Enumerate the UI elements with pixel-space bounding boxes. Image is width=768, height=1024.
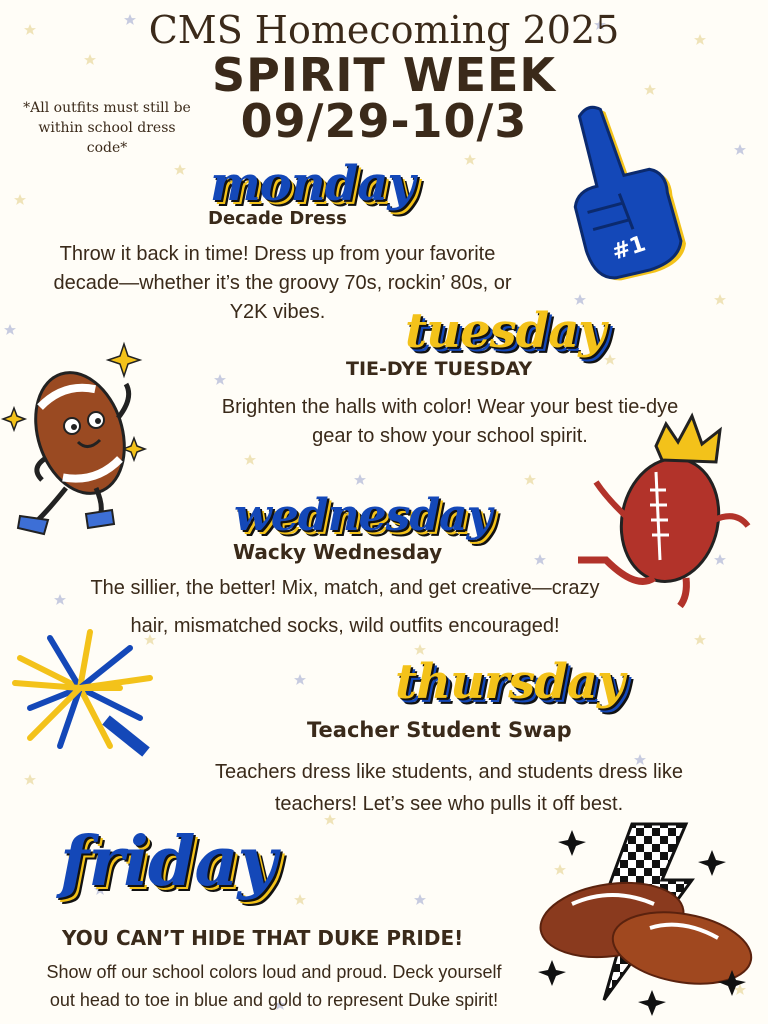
monday-description-line-2: decade—whether it’s the groovy 70s, rockin’ 80s, or xyxy=(53,272,512,294)
tuesday-heading: tuesday xyxy=(405,303,606,359)
monday-theme: Decade Dress xyxy=(208,208,347,229)
tuesday-description-line-2: gear to show your school spirit. xyxy=(312,425,588,447)
monday-description-line-3: Y2K vibes. xyxy=(229,301,326,323)
tuesday-theme: TIE-DYE TUESDAY xyxy=(346,358,533,380)
tuesday-description-line-1: Brighten the halls with color! Wear your best tie-dye xyxy=(221,396,679,418)
monday-description-line-1: Throw it back in time! Dress up from your favorite xyxy=(59,243,496,265)
wednesday-description-line-2: hair, mismatched socks, wild outfits encouraged! xyxy=(130,615,560,637)
page-title: CMS Homecoming 2025 xyxy=(148,8,620,52)
glitter-footballs-lightning-icon xyxy=(532,820,762,1020)
thursday-theme: Teacher Student Swap xyxy=(307,718,572,742)
friday-description-line-2: out head to toe in blue and gold to represent Duke spirit! xyxy=(49,990,499,1010)
monday-heading: monday xyxy=(210,156,415,212)
friday-theme: YOU CAN’T HIDE THAT DUKE PRIDE! xyxy=(62,926,464,950)
date-range: 09/29-10/3 xyxy=(240,94,528,148)
wednesday-description-line-1: The sillier, the better! Mix, match, and get creative—crazy xyxy=(90,577,600,599)
friday-heading: friday xyxy=(60,822,277,902)
spirit-week-heading: SPIRIT WEEK xyxy=(211,48,557,102)
wednesday-theme: Wacky Wednesday xyxy=(233,540,443,564)
dancing-football-icon xyxy=(0,338,160,548)
friday-description-line-1: Show off our school colors loud and proud. Deck yourself xyxy=(46,962,502,982)
pom-pom-icon xyxy=(10,628,160,758)
foam-finger-label: #1 xyxy=(608,231,649,266)
thursday-description-line-2: teachers! Let’s see who pulls it off best. xyxy=(274,793,624,815)
dress-code-note: *All outfits must still be within school dress code* xyxy=(23,100,191,156)
thursday-description-line-1: Teachers dress like students, and students dress like xyxy=(214,761,684,783)
wednesday-heading: wednesday xyxy=(234,490,492,541)
thursday-heading: thursday xyxy=(395,654,624,710)
